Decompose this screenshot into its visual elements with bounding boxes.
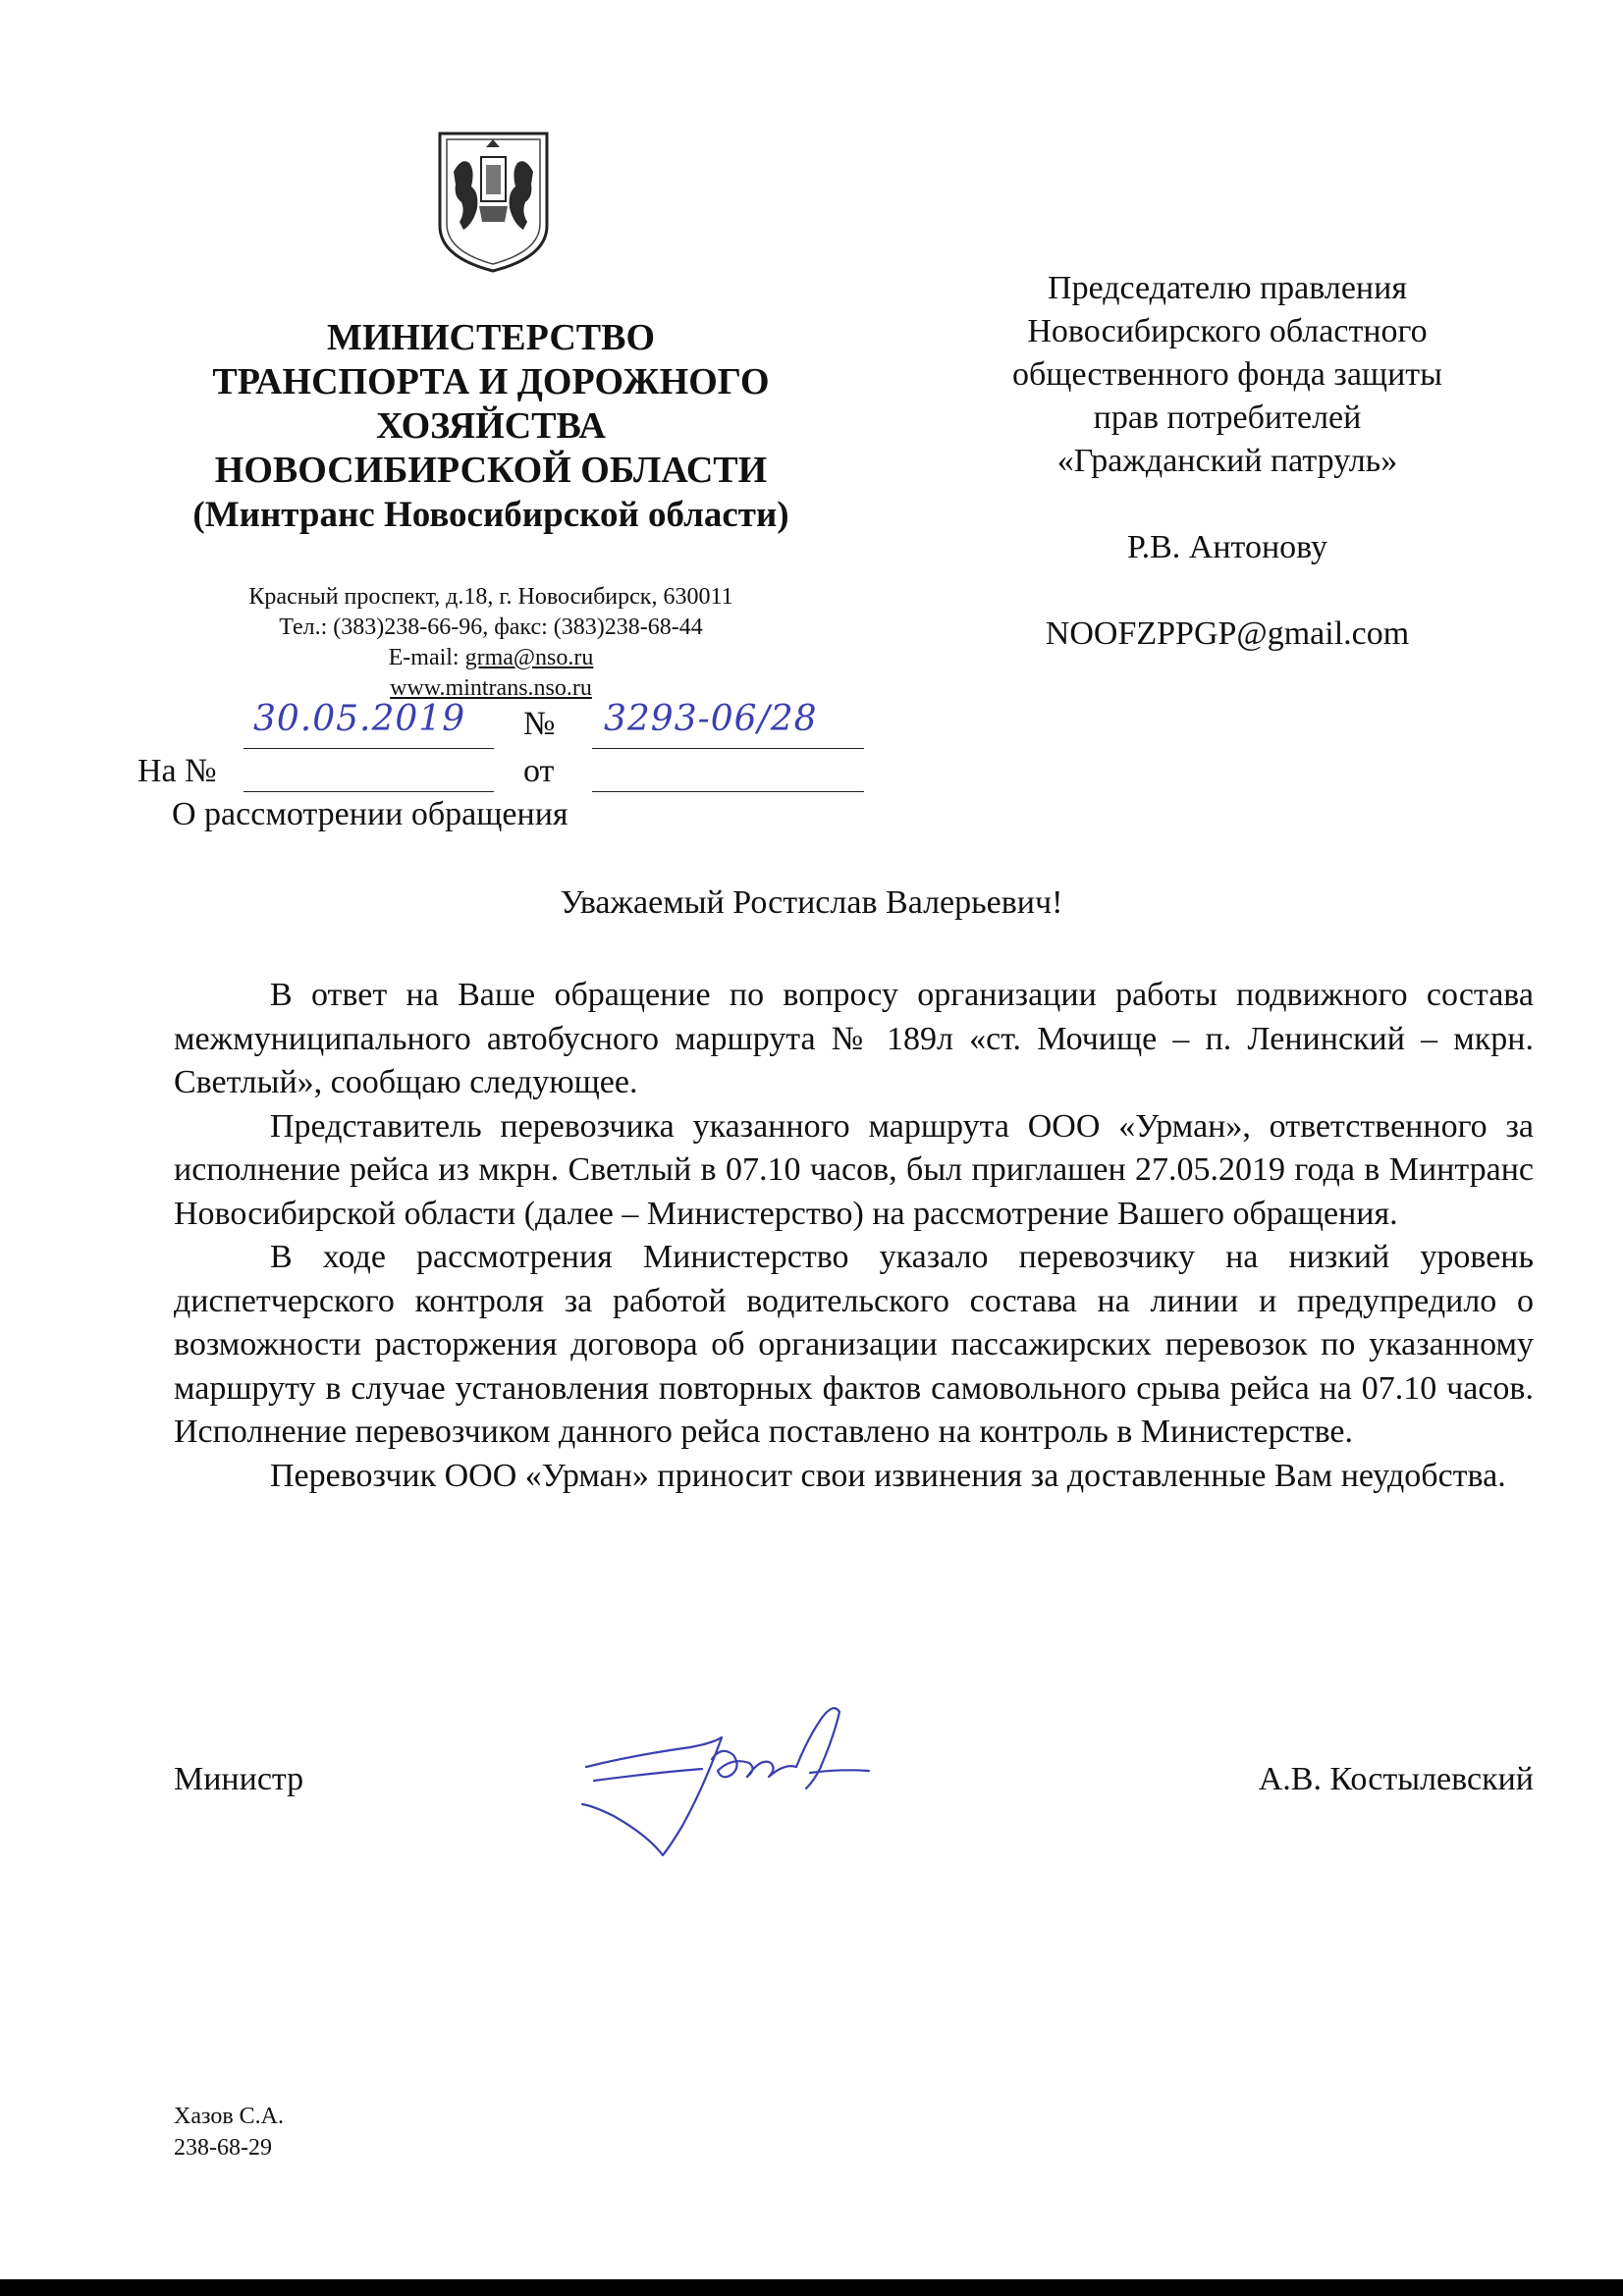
executor-phone: 238-68-29 bbox=[174, 2135, 272, 2161]
letter-body bbox=[174, 974, 1534, 1498]
organization-phone: Тел.: (383)238-66-96, факс: (383)238-68-44 bbox=[279, 614, 703, 640]
organization-contacts bbox=[147, 582, 835, 704]
date-underline bbox=[243, 748, 494, 749]
organization-website-link[interactable]: www.mintrans.nso.ru bbox=[390, 675, 592, 701]
addressee-line: Новосибирского областного bbox=[1027, 313, 1428, 349]
addressee-line: «Гражданский патруль» bbox=[1056, 443, 1398, 479]
executor-name: Хазов С.А. bbox=[174, 2104, 284, 2129]
letter-subject: О рассмотрении обращения bbox=[172, 796, 568, 832]
greeting: Уважаемый Ростислав Валерьевич! bbox=[560, 884, 1063, 921]
coat-of-arms-icon bbox=[432, 128, 555, 275]
body-paragraph: В ходе рассмотрения Министерство указало перевозчику на низкий уровень диспетчерского контроля за работой водительского состава на линии и предупредило о возможности расторжения договора об организации пассажирских перевозок по указанному маршруту в случае установления повторных фактов самовольного срыва рейса на 07.10 часов. Исполнение перевозчиком данного рейса поставлено на контроль в Министерстве. bbox=[174, 1239, 1534, 1450]
addressee-email: NOOFZPPGP@gmail.com bbox=[1045, 615, 1410, 652]
reply-to-label: На № bbox=[137, 753, 217, 789]
email-label: E-mail: bbox=[388, 645, 465, 670]
registration-number: 3293-06/28 bbox=[604, 699, 818, 739]
addressee-block bbox=[913, 267, 1542, 656]
number-label: № bbox=[523, 706, 556, 742]
body-paragraph: Перевозчик ООО «Урман» приносит свои извинения за доставленные Вам неудобства. bbox=[270, 1457, 1506, 1494]
number-underline bbox=[592, 748, 864, 749]
scan-edge-bar bbox=[0, 2279, 1623, 2296]
handwritten-signature-icon bbox=[574, 1698, 898, 1875]
addressee-line: прав потребителей bbox=[1093, 400, 1362, 436]
organization-name-line: МИНИСТЕРСТВО bbox=[326, 317, 656, 358]
organization-name-line: ХОЗЯЙСТВА bbox=[376, 405, 606, 447]
organization-name-line: НОВОСИБИРСКОЙ ОБЛАСТИ bbox=[214, 450, 768, 491]
from-label: от bbox=[523, 753, 555, 789]
organization-short-name: (Минтранс Новосибирской области) bbox=[192, 495, 789, 535]
addressee-name: Р.В. Антонову bbox=[1126, 529, 1328, 565]
organization-header bbox=[147, 316, 835, 537]
body-paragraph: В ответ на Ваше обращение по вопросу организации работы подвижного состава межмуниципального автобусного маршрута № 189л «ст. Мочище – п. Ленинский – мкрн. Светлый», сообщаю следующее. bbox=[174, 977, 1534, 1100]
addressee-line: Председателю правления bbox=[1048, 270, 1407, 306]
registration-date: 30.05.2019 bbox=[253, 699, 466, 739]
signatory-title: Министр bbox=[174, 1761, 304, 1797]
executor-info bbox=[174, 2101, 284, 2163]
from-underline bbox=[592, 791, 864, 792]
body-paragraph: Представитель перевозчика указанного маршрута ООО «Урман», ответственного за исполнение рейса из мкрн. Светлый в 07.10 часов, был приглашен 27.05.2019 года в Минтранс Новосибирской области (далее – Министерство) на рассмотрение Вашего обращения. bbox=[174, 1107, 1534, 1232]
organization-email-link[interactable]: grma@nso.ru bbox=[464, 645, 594, 670]
organization-name-line: ТРАНСПОРТА И ДОРОЖНОГО bbox=[212, 361, 770, 402]
addressee-line: общественного фонда защиты bbox=[1011, 356, 1442, 393]
organization-address: Красный проспект, д.18, г. Новосибирск, 630011 bbox=[248, 584, 733, 610]
reply-to-underline bbox=[243, 791, 494, 792]
organization-email-row bbox=[147, 643, 835, 673]
signatory-name: А.В. Костылевский bbox=[1258, 1761, 1534, 1797]
